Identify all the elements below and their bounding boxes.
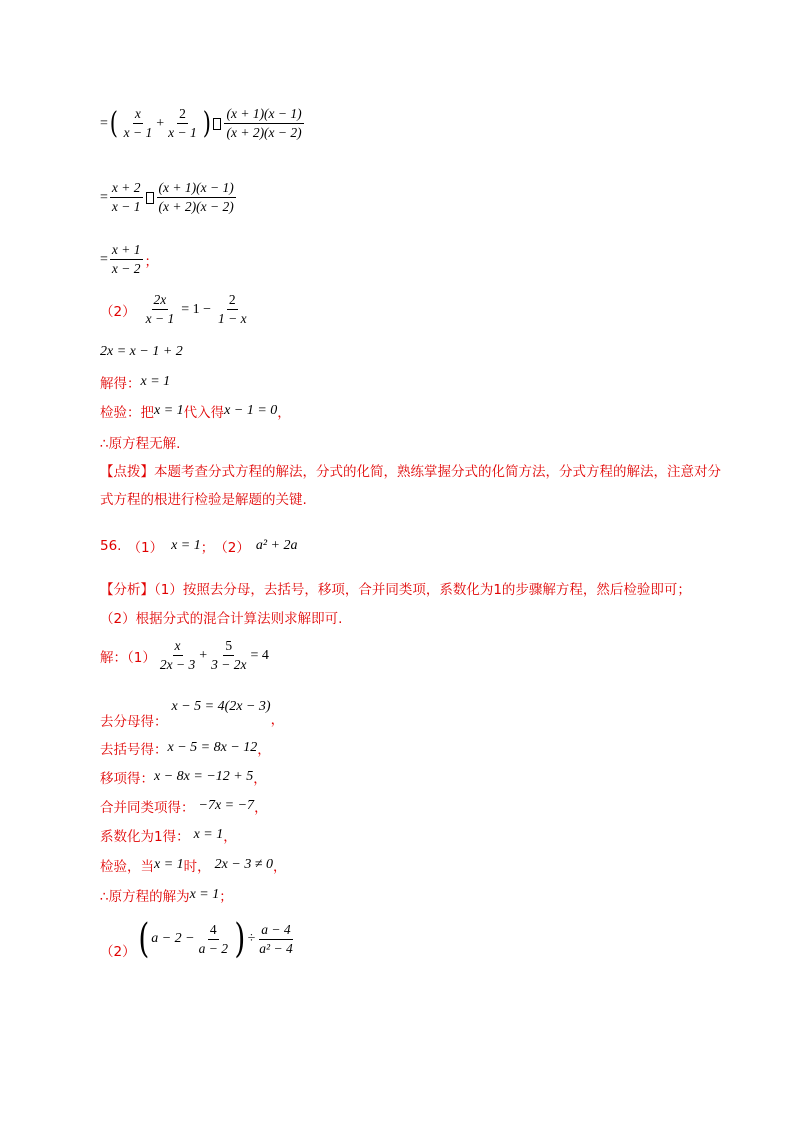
equation: x − 5 = 4(2x − 3) (171, 699, 271, 714)
label: 去分母得： (100, 714, 168, 730)
punct: ， (270, 712, 285, 728)
denominator: x − 2 (111, 261, 141, 276)
no-solution-line: ∴原方程无解. (100, 436, 181, 452)
fraction (157, 180, 236, 215)
question-56-answer (100, 536, 298, 556)
solve-line (100, 372, 170, 392)
value: x − 1 = 0 (224, 403, 278, 418)
divide-sign: ÷ (247, 931, 256, 946)
denominator: x − 1 (123, 125, 153, 140)
denominator: a² − 4 (259, 940, 293, 956)
value: 2x − 3 ≠ 0 (214, 857, 274, 872)
numerator: 5 (223, 638, 234, 656)
numerator: (x + 1)(x − 1) (224, 106, 303, 124)
equation: x − 8x = −12 + 5 (154, 769, 254, 784)
label: 代入得 (183, 405, 225, 421)
punct: ； (200, 540, 215, 556)
label: 解得： (100, 376, 141, 392)
label: ∴原方程的解为 (100, 889, 190, 905)
equals-one-minus: = 1 − (181, 301, 211, 317)
fraction (110, 180, 143, 215)
punct: ， (257, 742, 271, 758)
part-2-expression (100, 918, 297, 960)
close-paren: ) (234, 916, 246, 962)
numerator: x + 2 (110, 180, 143, 198)
expression: a − 2 − (151, 931, 195, 946)
part-label: （2） (214, 540, 250, 556)
fraction (166, 106, 199, 141)
denominator: a − 2 (198, 940, 228, 956)
label: 合并同类项得： (100, 800, 195, 816)
solution-result (100, 885, 233, 905)
fraction (158, 638, 197, 673)
step-remove-denominator (100, 692, 284, 730)
value: x = 1 (140, 374, 171, 389)
label: 移项得： (100, 771, 154, 787)
dianbo-paragraph: 【点拨】本题考查分式方程的解法，分式的化简，熟练掌握分式的化简方法，分式方程的解法，注意对分式方程的根进行检验是解题的关键. (100, 464, 721, 508)
step-coefficient (100, 825, 237, 845)
fenxi-line-2: （2）根据分式的混合计算法则求解即可. (100, 611, 343, 627)
label: 系数化为1得： (100, 829, 190, 845)
denominator: 1 − x (218, 311, 247, 326)
value: a² + 2a (255, 538, 298, 553)
punct: ， (253, 771, 267, 787)
equation: x = 1 (189, 887, 220, 902)
step-2 (100, 180, 238, 215)
label: 检验，当 (100, 859, 154, 875)
denominator: 2x − 3 (159, 657, 196, 672)
fraction (257, 922, 294, 957)
punct: ， (273, 859, 287, 875)
part-label: （2） (100, 944, 136, 960)
open-paren: ( (137, 916, 149, 962)
numerator: x (133, 106, 143, 124)
step-1 (100, 106, 306, 141)
close-paren: ) (202, 105, 211, 141)
numerator: x + 1 (110, 242, 143, 260)
open-paren: ( (109, 105, 118, 141)
value: x = 1 (171, 538, 201, 553)
denominator: x − 1 (145, 311, 175, 326)
step-check (100, 855, 287, 875)
equation-line: 2x = x − 1 + 2 (100, 344, 183, 359)
label: 检验：把 (100, 405, 154, 421)
equation: −7x = −7 (198, 798, 255, 813)
eq-sign: = (100, 251, 108, 267)
value: x = 1 (154, 403, 184, 418)
fraction (122, 106, 155, 141)
fraction (209, 638, 248, 673)
numerator: 4 (208, 922, 219, 940)
part-label: （1） (127, 540, 164, 556)
step-3 (100, 242, 158, 277)
numerator: a − 4 (259, 922, 292, 940)
label: 去括号得： (100, 742, 168, 758)
plus: + (156, 115, 165, 131)
denominator: (x + 2)(x − 2) (226, 125, 302, 140)
numerator: (x + 1)(x − 1) (157, 180, 236, 198)
numerator: 2 (177, 106, 188, 124)
missing-glyph-box (213, 118, 221, 130)
check-line (100, 401, 291, 421)
denominator: (x + 2)(x − 2) (158, 199, 234, 214)
equation: x = 1 (193, 827, 224, 842)
punct: ； (144, 253, 159, 270)
punct: ， (223, 829, 237, 845)
label: 时， (183, 859, 211, 875)
fraction (197, 922, 230, 957)
label: 解：（1） (100, 649, 156, 666)
step-combine (100, 796, 268, 816)
fraction (216, 292, 249, 327)
fraction (110, 242, 143, 277)
plus: + (199, 647, 208, 663)
numerator: x (173, 638, 183, 656)
fenxi-line-1: 【分析】（1）按照去分母，去括号，移项，合并同类项，系数化为1的步骤解方程，然后检验即可； (100, 582, 691, 598)
rhs: = 4 (250, 647, 269, 663)
step-remove-brackets (100, 738, 271, 758)
step-move-terms (100, 767, 267, 787)
equation: x − 5 = 8x − 12 (167, 740, 258, 755)
numerator: 2x (152, 292, 169, 310)
punct: ， (277, 405, 291, 421)
value: x = 1 (154, 857, 184, 872)
solution-part-1 (100, 638, 269, 673)
punct: ， (254, 800, 268, 816)
eq-sign: = (100, 189, 108, 205)
part-label: （2） (100, 303, 136, 320)
fraction (144, 292, 177, 327)
denominator: x − 1 (168, 125, 197, 140)
part-2-equation (100, 292, 251, 327)
question-number: 56. (100, 538, 122, 554)
fraction (224, 106, 303, 141)
eq-sign: = (100, 115, 108, 131)
missing-glyph-box (146, 192, 154, 204)
punct: ； (219, 889, 233, 905)
numerator: 2 (227, 292, 238, 310)
denominator: x − 1 (111, 199, 141, 214)
denominator: 3 − 2x (211, 657, 247, 672)
